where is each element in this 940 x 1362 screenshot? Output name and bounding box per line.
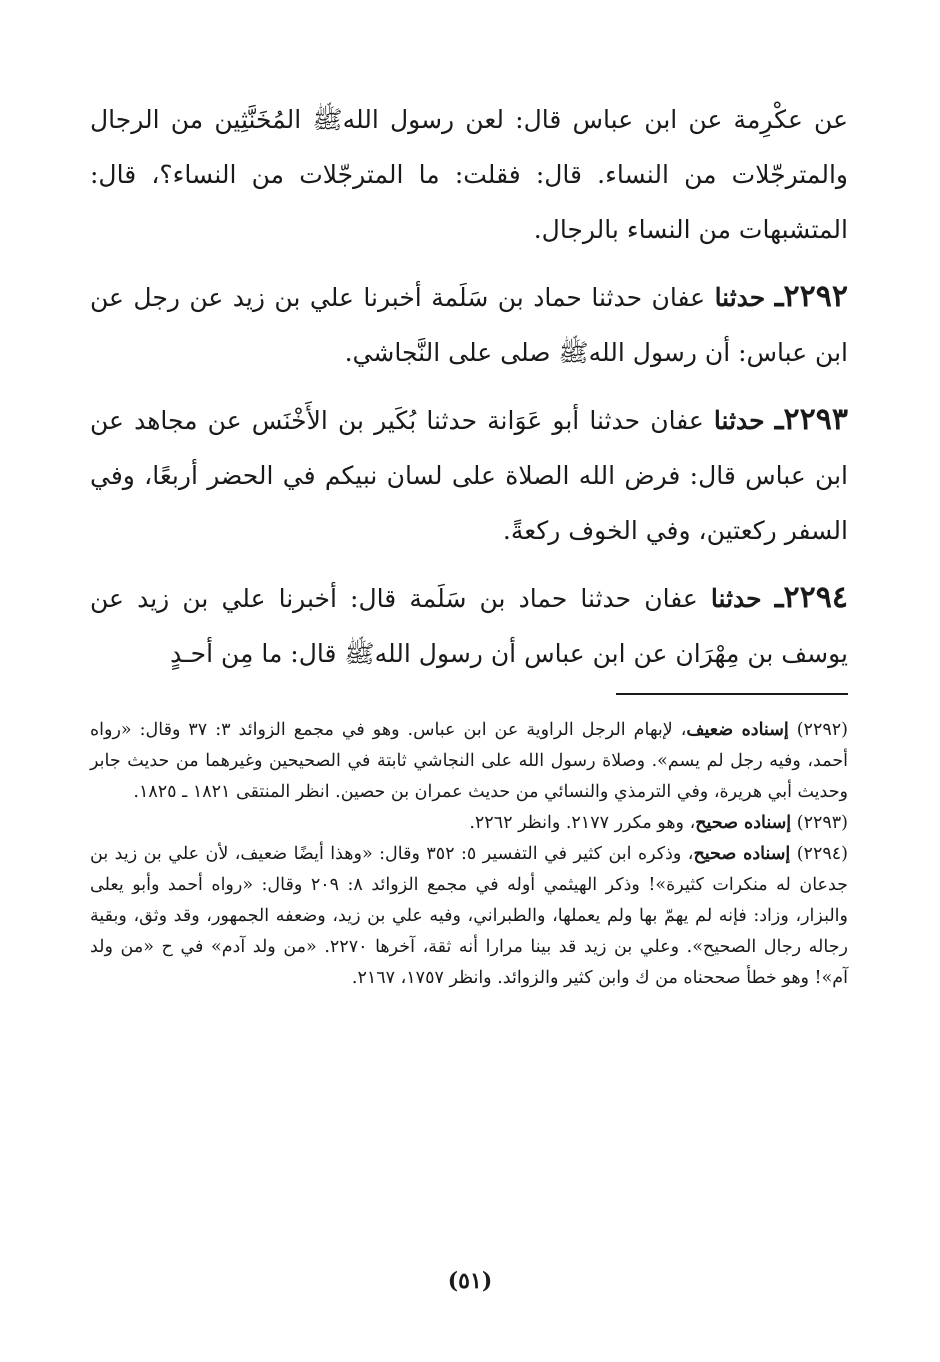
hadith-keyword: حدثنا — [713, 406, 765, 435]
footnote-divider — [616, 693, 848, 695]
footnote-number: (٢٢٩٢) — [796, 720, 848, 740]
hadith-keyword: حدثنا — [714, 283, 766, 312]
hadith-text: عفان حدثنا حماد بن سَلَمة أخبرنا علي بن زيد عن رجل عن ابن عباس: أن رسول اللهﷺ صلى على النَّجاشي. — [90, 283, 848, 367]
continuation-paragraph — [90, 92, 848, 257]
hadith-keyword: حدثنا — [710, 584, 762, 613]
main-text-block — [90, 92, 848, 693]
footnote-text: ، لإبهام الرجل الراوية عن ابن عباس. وهو في مجمع الزوائد ٣: ٣٧ وقال: «رواه أحمد، وفيه رجل لم يسم». وصلاة رسول الله على النجاشي ثابتة في الصحيحين وغيرهما من حديث جابر وحديث أبي هريرة، وفي الترمذي والنسائي من حديث عمران بن حصين. انظر المنتقى ١٨٢١ ـ ١٨٢٥. — [90, 720, 848, 802]
footnote-2293 — [90, 808, 848, 839]
hadith-paragraph-2292 — [90, 269, 848, 380]
hadith-number: ٢٢٩٢ـ — [774, 279, 848, 314]
footnote-2292 — [90, 715, 848, 808]
continuation-text: عن عكْرِمة عن ابن عباس قال: لعن رسول اللهﷺ المُخَنَّثِين من الرجال والمترجّلات من النساء. قال: فقلت: ما المترجّلات من النساء؟، قال: المتشبهات من النساء بالرجال. — [90, 105, 849, 244]
hadith-text: عفان حدثنا أبو عَوَانة حدثنا بُكَير بن الأَخْنَس عن مجاهد عن ابن عباس قال: فرض الله الصلاة على لسان نبيكم في الحضر أربعًا، وفي السفر ركعتين، وفي الخوف ركعةً. — [90, 406, 848, 545]
footnote-verdict: إسناده صحيح — [695, 813, 792, 833]
hadith-paragraph-2293 — [90, 392, 848, 558]
footnote-verdict: إسناده صحيح — [693, 844, 791, 864]
page-number: (٥١) — [447, 1268, 493, 1294]
footnote-text: ، وذكره ابن كثير في التفسير ٥: ٣٥٢ وقال: «وهذا أيضًا ضعيف، لأن علي بن زيد بن جدعان له منكرات كثيرة»! وذكر الهيثمي أوله في مجمع الزوائد ٨: ٢٠٩ وقال: «رواه أحمد وأبو يعلى والبزار، وزاد: فإنه لم يهمّ بها ولم يعملها، والطبراني، وفيه علي بن زيد، وضعفه الجمهور، وقد وثق، وبقية رجاله رجال الصحيح». وعلي بن زيد قد بينا مرارا أنه ثقة، آخرها ٢٢٧٠. «من ولد آدم» في ح «من ولد آم»! وهو خطأ صححناه من ك وابن كثير والزوائد. وانظر ١٧٥٧، ٢١٦٧. — [90, 844, 848, 988]
hadith-number: ٢٢٩٣ـ — [774, 402, 848, 437]
footnote-number: (٢٢٩٣) — [796, 813, 848, 833]
footnote-number: (٢٢٩٤) — [796, 844, 848, 864]
footnote-text: ، وهو مكرر ٢١٧٧. وانظر ٢٢٦٢. — [469, 813, 696, 833]
footnote-verdict: إسناده ضعيف — [686, 720, 789, 740]
footnotes-block — [90, 715, 848, 994]
hadith-text: عفان حدثنا حماد بن سَلَمة قال: أخبرنا علي بن زيد عن يوسف بن مِهْرَان عن ابن عباس أن رسول اللهﷺ قال: ما مِن أحـدٍ — [90, 584, 848, 668]
footnote-2294 — [90, 839, 848, 994]
hadith-paragraph-2294 — [90, 570, 848, 681]
hadith-number: ٢٢٩٤ـ — [774, 580, 848, 615]
